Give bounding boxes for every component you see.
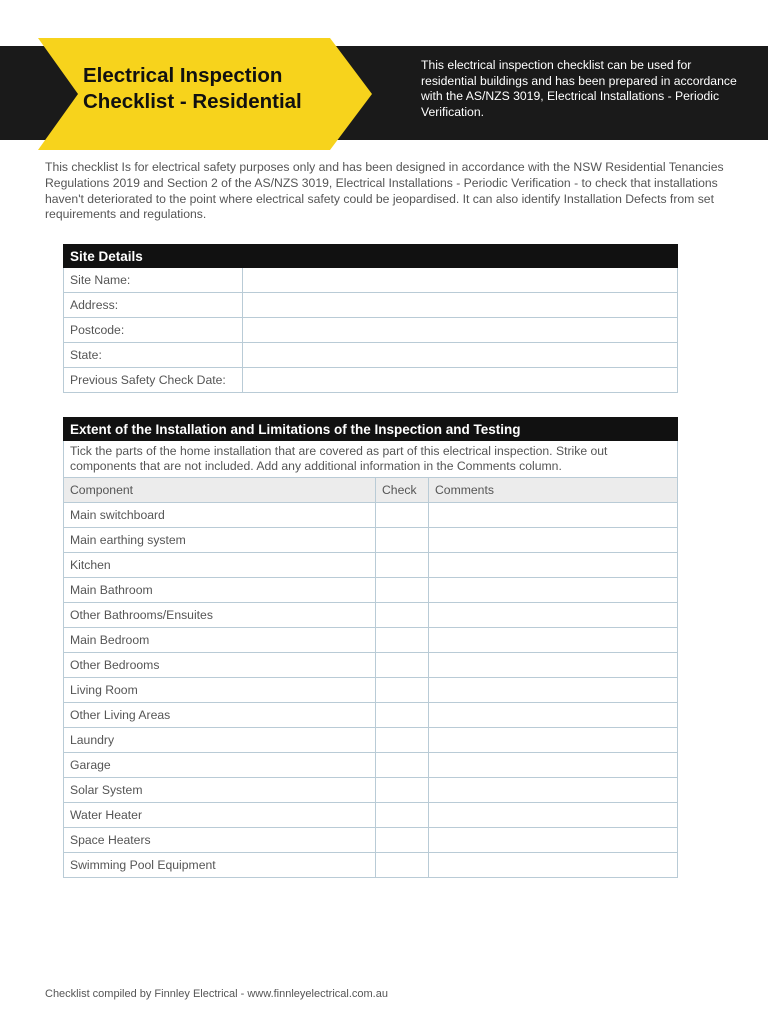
comments-cell[interactable] — [429, 578, 678, 603]
extent-table — [63, 417, 678, 878]
section-header-row — [64, 418, 678, 441]
header-description: This electrical inspection checklist can be used for residential buildings and has been prepared in accordance with the AS/NZS 3019, Electrical Installations - Periodic Verification. — [421, 58, 737, 119]
check-cell[interactable] — [376, 628, 429, 653]
comments-cell[interactable] — [429, 728, 678, 753]
check-cell[interactable] — [376, 803, 429, 828]
component-row — [64, 853, 678, 878]
comments-cell[interactable] — [429, 653, 678, 678]
component-name: Living Room — [64, 678, 376, 703]
component-row — [64, 603, 678, 628]
component-name: Main Bathroom — [64, 578, 376, 603]
check-cell[interactable] — [376, 753, 429, 778]
component-row — [64, 753, 678, 778]
comments-cell[interactable] — [429, 753, 678, 778]
check-cell[interactable] — [376, 553, 429, 578]
col-header-check: Check — [376, 478, 429, 503]
comments-cell[interactable] — [429, 553, 678, 578]
component-name: Solar System — [64, 778, 376, 803]
component-name: Other Bedrooms — [64, 653, 376, 678]
component-name: Water Heater — [64, 803, 376, 828]
site-field-row — [64, 343, 678, 368]
component-name: Main earthing system — [64, 528, 376, 553]
component-row — [64, 778, 678, 803]
site-field-row — [64, 318, 678, 343]
site-field-row — [64, 368, 678, 393]
site-details-table — [63, 244, 678, 393]
site-field-label: Postcode: — [64, 318, 243, 343]
component-row — [64, 503, 678, 528]
check-cell[interactable] — [376, 778, 429, 803]
check-cell[interactable] — [376, 503, 429, 528]
check-cell[interactable] — [376, 653, 429, 678]
page-title — [83, 63, 353, 115]
site-field-row — [64, 268, 678, 293]
site-field-input[interactable] — [243, 368, 678, 393]
check-cell[interactable] — [376, 728, 429, 753]
component-row — [64, 653, 678, 678]
title-line-1: Electrical Inspection — [83, 64, 283, 87]
comments-cell[interactable] — [429, 803, 678, 828]
check-cell[interactable] — [376, 853, 429, 878]
column-header-row — [64, 478, 678, 503]
component-name: Kitchen — [64, 553, 376, 578]
section-header-row — [64, 245, 678, 268]
check-cell[interactable] — [376, 678, 429, 703]
component-row — [64, 803, 678, 828]
comments-cell[interactable] — [429, 678, 678, 703]
component-row — [64, 703, 678, 728]
check-cell[interactable] — [376, 828, 429, 853]
comments-cell[interactable] — [429, 778, 678, 803]
component-name: Garage — [64, 753, 376, 778]
comments-cell[interactable] — [429, 828, 678, 853]
col-header-comments: Comments — [429, 478, 678, 503]
site-details-heading: Site Details — [64, 245, 678, 268]
component-row — [64, 628, 678, 653]
site-field-label: Previous Safety Check Date: — [64, 368, 243, 393]
check-cell[interactable] — [376, 603, 429, 628]
component-row — [64, 553, 678, 578]
site-field-input[interactable] — [243, 318, 678, 343]
check-cell[interactable] — [376, 578, 429, 603]
comments-cell[interactable] — [429, 603, 678, 628]
comments-cell[interactable] — [429, 628, 678, 653]
site-field-row — [64, 293, 678, 318]
instructions-row — [64, 441, 678, 478]
comments-cell[interactable] — [429, 703, 678, 728]
component-name: Main Bedroom — [64, 628, 376, 653]
component-row — [64, 678, 678, 703]
site-field-input[interactable] — [243, 293, 678, 318]
site-field-label: Address: — [64, 293, 243, 318]
comments-cell[interactable] — [429, 528, 678, 553]
component-row — [64, 528, 678, 553]
site-field-input[interactable] — [243, 343, 678, 368]
component-row — [64, 728, 678, 753]
site-field-input[interactable] — [243, 268, 678, 293]
component-row — [64, 828, 678, 853]
comments-cell[interactable] — [429, 853, 678, 878]
component-row — [64, 578, 678, 603]
comments-cell[interactable] — [429, 503, 678, 528]
component-name: Laundry — [64, 728, 376, 753]
extent-heading: Extent of the Installation and Limitations of the Inspection and Testing — [64, 418, 678, 441]
intro-paragraph: This checklist Is for electrical safety purposes only and has been designed in accordance with the NSW Residential Tenancies Regulations 2019 and Section 2 of the AS/NZS 3019, Electrical Installations - Periodic Verification - to check that installations haven't deteriorated to the point where electrical safety could be jeopardised. It can also identify Installation Defects from set requirements and regulations. — [45, 160, 724, 222]
title-line-2: Checklist - Residential — [83, 90, 302, 113]
component-name: Swimming Pool Equipment — [64, 853, 376, 878]
extent-instructions: Tick the parts of the home installation that are covered as part of this electrical inspection. Strike out components that are not included. Add any additional information in the Comments column. — [64, 441, 678, 478]
site-field-label: State: — [64, 343, 243, 368]
component-name: Other Bathrooms/Ensuites — [64, 603, 376, 628]
footer-credit: Checklist compiled by Finnley Electrical - www.finnleyelectrical.com.au — [45, 988, 388, 1000]
component-name: Space Heaters — [64, 828, 376, 853]
site-field-label: Site Name: — [64, 268, 243, 293]
check-cell[interactable] — [376, 528, 429, 553]
component-name: Main switchboard — [64, 503, 376, 528]
col-header-component: Component — [64, 478, 376, 503]
check-cell[interactable] — [376, 703, 429, 728]
component-name: Other Living Areas — [64, 703, 376, 728]
